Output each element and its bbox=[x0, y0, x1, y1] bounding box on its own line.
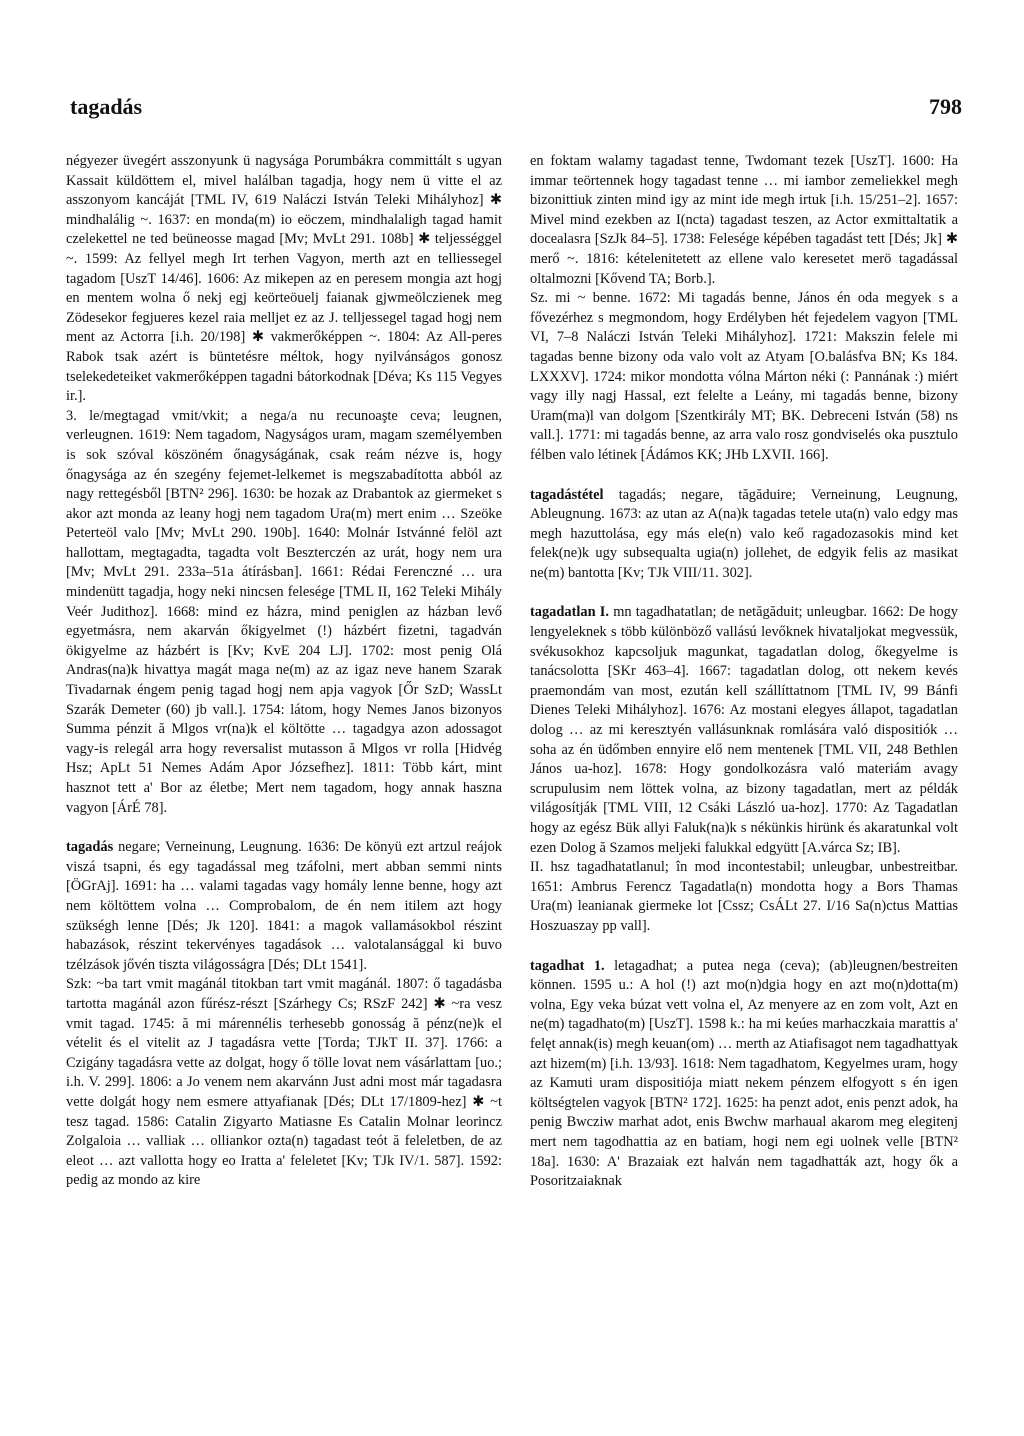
entry-headword: tagadás bbox=[66, 839, 114, 856]
page-header bbox=[70, 94, 962, 134]
paragraph: 3. le/megtagad vmit/vkit; a nega/a nu recunoaşte ceva; leugnen, verleugnen. 1619: Nem tagadom, Nagyságos uram, magam személyemben is sok szóval köszöném őnagyságának, csak reám nézve is, hogy őnagysága az én szegény fejemet-lelkemet is megszabadította abból az nagy rettegésből [BTN² 296]. 1630: be hozak az Drabantok az giermeket s akor azt monda az leany hogj nem tagadom Ura(m) mert enim … Szeöke Peterteöl valo [Mv; MvLt 290. 190b]. 1640: Molnár Istvánné felöl azt hallottam, megtagadta, tagadta volt Beszterczén az urát, hogy nem ura [Mv; MvLt 291. 233a–51a átírásban]. 1661: Rédai Ferenczné … ura mindenütt tagadja, hogy neki nincsen felesége [TML II, 162 Teleki Mihály Veér Judithoz]. 1668: mind ez házra, mind peniglen az házban levő egyetmásra, nem akarván őkigyelmet (!) házbért fizetni, tagadván ökigyelme az házbért is [Kv; KvE 204 LJ]. 1702: most penig Olá Andras(na)k hivattya magát maga ne(m) az az igaz neve hanem Szarak Tivadarnak éngem penig tagad hogj nem apja vagyok [Őr SzD; WassLt Szarák Demeter (60) jb vall.]. 1754: látom, hogy Nemes Janos bizonyos Summa pénzit ă Mlgos vr(na)k el költötte … tagadgya azon adossagot vagy-is relegál arra hogy reversalist mutasson ă Mlgos vr rolla [Hidvég Hsz; ApLt 51 Nemes Adám Apor Józsefhez]. 1811: Több kárt, mint hasznot tett a' Bor az életbe; Mert nem tagadom, hogy annak haszna vagyon [ÁrÉ 78]. bbox=[66, 407, 502, 816]
paragraph: Szk: ~ba tart vmit magánál titokban tart vmit magánál. 1807: ő tagadásba tartotta magánál azon fűrész-részt [Szárhegy Cs; RSzF 242] ✱ ~ra vesz vmit tagad. 1745: ă mi márennélis terhesebb gonosság ă pénz(ne)k el vételit és el vitelit az J tagadásra vette [Torda; TJkT II. 37]. 1766: a Czigány tagadásra vette az dolgat, hogy ő tölle lovat nem vásárlattam [uo.; i.h. V. 299]. 1806: a Jo venem nem akarvánn Just adni most már tagadasra vette dolgát hogy nem esmere attyafianak [Dés; DLt 17/1809-hez] ✱ ~t tesz tagad. 1586: Catalin Zigyarto Matiasne Es Catalin Molnar leorincz Zolgaloia … valliak … olliankor ozta(n) tagadast teót ă feleletben, de az eleot … azt vallotta hogy eo Iratta a' feleletet [Kv; TJk IV/1. 587]. 1592: pedig az mondo az kire bbox=[66, 976, 502, 1189]
entry-text: negare; Verneinung, Leugnung. 1636: De könyü ezt artzul reájok viszá tsapni, és egy tagadással meg tzáfolni, mert abban semmi nints [ÖGrAj]. 1691: ha … valami tagadas vagy homály lenne benne, hogy azt nem költöttem volna … Comprobalom, de én nem itilem azt hogy szükségh lenne [Dés; Jk 120]. 1841: a magok vallamásokbol részint habazások, részint tekervényes tagadások … valotalansággal ki buvo tzélzások jővén tiszta világosságra [Dés; DLt 1541]. bbox=[66, 839, 502, 973]
dictionary-entry bbox=[530, 486, 958, 584]
entry-text: mn tagadhatatlan; de netăgăduit; unleugbar. 1662: De hogy lengyeleknek s több különböző vallású levőknek hivataljokat megvessük, svékusokhoz kapcsoljuk magunkat, tagadatlan dolog, őkegyelme is tanácsolotta [SKr 463–4]. 1667: tagadatlan dolog, ott nekem kevés praemondám van most, ezután kell szállíttatnom [TML IV, 99 Bánfi Dienes Teleki Mihályhoz]. 1676: Az mostani elegyes állapot, tagadatlan dolog … az mi keresztyén vallásunknak romlására való dispositiók … soha az én üdőmben ennyire elő nem mentenek [TML VII, 248 Bethlen János ua-hoz]. 1678: Hogy gondolkozásra való materiám avagy scrupulusim nem löttek volna, az bizony tagadatlan, mert az példák világosítják [TML VIII, 12 Csáki László ua-hoz]. 1770: Az Tagadatlan hogy az egész Bük allyi Faluk(na)k s nékünkis hirünk és akaratunkal volt ezen Dolog ă Szamos meljeki falukkal edgyütt [A.várca Sz; IB]. bbox=[530, 604, 958, 856]
dictionary-entry bbox=[530, 957, 958, 1192]
entry-text: letagadhat; a putea nega (ceva); (ab)leugnen/bestreiten können. 1595 u.: A hol (!) azt mo(n)dgia hogy en azt mo(n)dotta(m) volna, Egy veka búzat vett volna el, Az menyere az en zom volt, Azt en ne(m) tagadhato(m) [UszT]. 1598 k.: ha mi keúes marhaczkaia marattis a' felęt annak(is) megh keuan(om) … merth az Atiafisagot nem tagadhattyak azt hizem(m) [i.h. 13/93]. 1618: Nem tagadhatom, Kegyelmes uram, hogy az Kamuti uram dispositiója miatt nekem pénzem elfogyott s én igen költségtelen vagyok [BTN² 172]. 1625: ha penzt adot, enis penzt adok, ha penig Bwcziw marhat adot, enis Bwchw marhaual akarom meg elegitenj mert nem tagodhattia az en batiam, hogi nem egi uolnek velle [BTN² 18a]. 1630: A' Brazaiak ezt halván nem tagadhatták azt, hogy ők a Posoritzaiaknak bbox=[530, 957, 958, 1190]
paragraph: II. hsz tagadhatatlanul; în mod incontestabil; unleugbar, unbestreitbar. 1651: Ambrus Ferencz Tagadatla(n) mondotta hogy a Bors Thamas Ura(m) leanianak giermeke lot [Cssz; CsÁLt 27. I/16 Sa(n)ctus Mattias Hoszuaszay pp vall]. bbox=[530, 859, 958, 934]
right-column bbox=[530, 152, 958, 1192]
paragraph: en foktam walamy tagadast tenne, Twdomant tezek [UszT]. 1600: Ha immar teörtennek hogy tagadast tenne … mi iambor zemeliekkel megh bizonittiuk zinten mind igy az mint ide megh irtuk [i.h. 15/251–2]. 1657: Mivel mind ezekben az I(ncta) tagadast teszen, az Actor exmittaltatik a docealasra [SzJk 84–5]. 1738: Felesége képében tagadást tett [Dés; Jk] ✱ merő ~. 1816: kételenitetett az ellene valo keresetet merö tagadással oltalmozni [Kővend TA; Borb.]. bbox=[530, 153, 958, 287]
page-number: 798 bbox=[929, 94, 962, 119]
entry-headword: tagadástétel bbox=[530, 486, 604, 503]
dictionary-entry bbox=[530, 603, 958, 858]
dictionary-entry bbox=[66, 838, 502, 975]
entry-headword: tagadatlan I. bbox=[530, 604, 609, 621]
paragraph: négyezer üvegért asszonyunk ü nagysága Porumbákra committált s ugyan Kassait küldöttem el, mivel halálban tagadja, hogy nem ü vitte el az asszonyom kancáját [TML IV, 619 Naláczi István Teleki Mihályhoz] ✱ mindhalálig ~. 1637: en monda(m) io eöczem, mindhalaligh tagad hamit czelekettel ne ted beüneosse magad [Mv; MvLt 291. 108b] ✱ teljességgel ~. 1599: Az fellyel megh Irt terhen Vagyon, merth azt en telliessegel tagadom [UszT 14/46]. 1606: Az mikepen az en peresem mongia azt hogj en mentem wolna ő nekj egj keörteöuelj faianak gjwmeölczienek meg Zödesekor fegjueres kezel raia melljet ez az J. telljessegel tagad hogj nem ment az Actorra [i.h. 20/198] ✱ vakmerőképpen ~. 1804: Az All-peres Rabok tsak azért is büntetésre méltok, hogy nyilvánságos gonosz tselekedeteiket vakmerőképpen tagadni bátorkodnak [Déva; Ks 115 Vegyes ir.]. bbox=[66, 153, 502, 405]
paragraph: Sz. mi ~ benne. 1672: Mi tagadás benne, János én oda megyek s a fővezérhez s megmondom, hogy Erdélyben hét fejedelem vagyon [TML VI, 7–8 Naláczi István Teleki Mihályhoz]. 1721: Makszin felele mi tagadas benne bizony oda valo volt az Atyam [O.balásfva BN; Ks 184. LXXXV]. 1724: mikor mondotta vólna Márton néki (: Pannának :) miért vagy illy nagj Hassal, ezt felelte a Leány, mi tagadás benne, bizony Uram(ma)l van dolgom [Szentkirály MT; BK. Debreceni István (58) ns vall.]. 1771: mi tagadás benne, az arra valo rosz gondviselés oka pusztulo félben valo létinek [Ádámos KK; JHb LXVII. 166]. bbox=[530, 290, 958, 463]
entry-headword: tagadhat 1. bbox=[530, 957, 605, 974]
running-headword: tagadás bbox=[70, 94, 143, 119]
entry-text: tagadás; negare, tăgăduire; Verneinung, Leugnung, Ableugnung. 1673: az utan az A(na)k tagadas tetele uta(n) valo edgy mas megh hazuttolása, egy más ele(n) valo keő ragadozasokis mind ket felek(ne)k ugy subsequalta ugia(n) jollehet, de edgyik felis az masikat ne(m) bantotta [Kv; TJk VIII/11. 302]. bbox=[530, 486, 958, 581]
left-column bbox=[66, 152, 502, 1191]
